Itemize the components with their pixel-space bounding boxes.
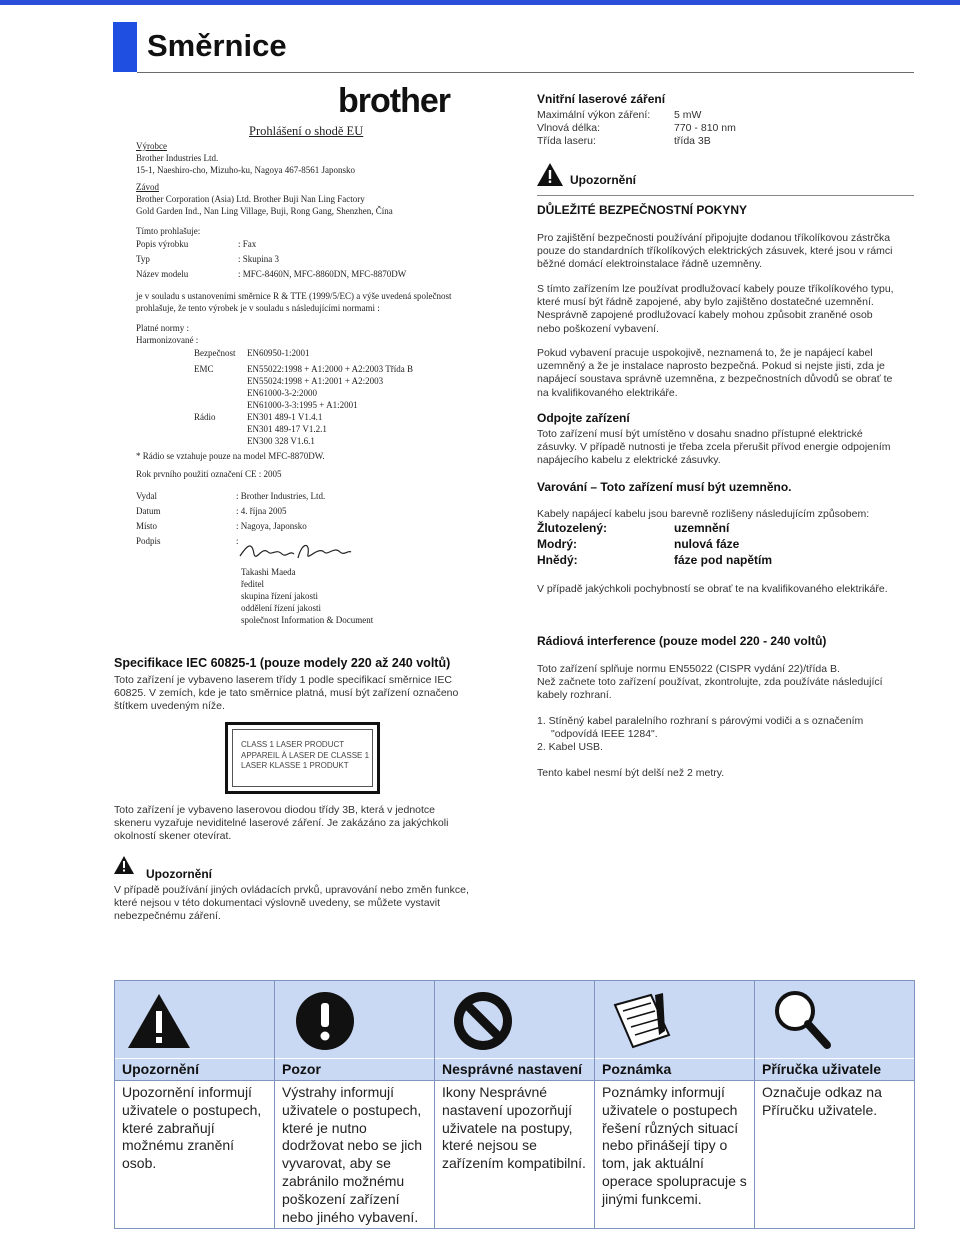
manufacturer-name: Brother Industries Ltd. — [136, 153, 219, 163]
grounding-warning-heading: Varování – Toto zařízení musí být uzemněno. — [537, 480, 792, 494]
cable-length-note: Tento kabel nesmí být delší než 2 metry. — [537, 767, 725, 779]
type-label: Typ — [136, 254, 150, 264]
grounding-line-2: uzemněný a že je instalace naprosto bezpečná. Pokud si nejste jisti, zda je — [537, 360, 885, 373]
warning-triangle-icon — [114, 856, 134, 874]
model-value: : MFC-8460N, MFC-8860DN, MFC-8870DW — [238, 269, 407, 279]
disconnect-line-2: zásuvky. V případě nutnosti je třeba zcela přerušit přívod energie odpojením — [537, 441, 891, 454]
cable-colors-intro: Kabely napájecí kabelu jsou barevně rozlišeny následujícím způsobem: — [537, 508, 870, 520]
safety-warning-heading: Upozornění — [570, 173, 636, 187]
warning-triangle-icon — [127, 993, 191, 1049]
signer-dept: oddělení řízení jakosti — [241, 603, 321, 613]
radio-item-1 — [537, 715, 915, 741]
diode-line-2: skeneru vyzařuje neviditelné laserové záření. Je zakázáno za jakýchkoli — [114, 817, 449, 830]
warning-triangle-icon — [537, 163, 563, 186]
radio-check-paragraph — [537, 676, 915, 702]
caution-line-3: nebezpečnému záření. — [114, 910, 221, 923]
issued-label: Vydal — [136, 491, 157, 501]
declaration-of-conformity — [110, 82, 510, 627]
legend-text-caution: Výstrahy informují uživatele o postupech, které je nutno dodržovat nebo se jich vyvarovat, aby se zabránilo možnému poškození zařízení nebo jiného vybavení. — [282, 1084, 423, 1225]
extension-line-3: Nesprávně zapojené prodlužovací kabely mohou způsobit zraněné osob — [537, 309, 873, 322]
emc-label: EMC — [194, 364, 214, 374]
legend-heading-users-guide: Příručka uživatele — [762, 1061, 882, 1077]
spec-heading: Specifikace IEC 60825-1 (pouze modely 220 až 240 voltů) — [114, 656, 451, 670]
grounding-line-4: na kvalifikovaného elektrikáře. — [537, 386, 678, 399]
disconnect-line-1: Toto zařízení musí být umístěno v dosahu snadno přístupné elektrické — [537, 428, 863, 440]
place-value: : Nagoya, Japonsko — [236, 521, 307, 531]
legend-text-note: Poznámky informují uživatele o postupech řešení různých situací nebo přinášejí tipy o tom, jak aktuální operace spolupracuje s jinými funkcemi. — [602, 1084, 747, 1207]
blue-label: Modrý: — [537, 537, 577, 551]
title-accent-block — [113, 22, 137, 72]
model-label: Název modelu — [136, 269, 189, 279]
grounding-line-3: napájecí soustava správně uzemněna, z bezpečnostních důvodů se obrať te — [537, 373, 893, 386]
spec-line-2: 60825. V zemích, kde je tato směrnice platná, musí být zařízení označeno — [114, 687, 459, 700]
disconnect-paragraph — [537, 428, 915, 468]
signer-role: ředitel — [241, 579, 264, 589]
declaration-title: Prohlášení o shodě EU — [249, 124, 364, 138]
diode-line-3: okolností skener otevírat. — [114, 830, 232, 843]
legend-col-caution — [275, 981, 435, 1228]
radio-label: Rádio — [194, 412, 216, 422]
radio-check-line-1: Než začnete toto zařízení používat, zkontrolujte, zda používáte následující — [537, 676, 883, 688]
grounding-paragraph — [537, 347, 915, 400]
top-accent-bar — [0, 0, 960, 5]
spec-line-1: Toto zařízení je vybaveno laserem třídy 1 podle specifikací směrnice IEC — [114, 674, 452, 686]
spec-line-3: štítkem uvedeným níže. — [114, 700, 225, 713]
safety-norm: EN60950-1:2001 — [247, 348, 310, 358]
radio-norm-3: EN300 328 V1.6.1 — [247, 436, 315, 446]
disconnect-heading: Odpojte zařízení — [537, 411, 630, 425]
declares-text: Tímto prohlašuje: — [136, 226, 201, 236]
manufacturer-label: Výrobce — [136, 141, 167, 151]
signer-company: společnost Information & Document — [241, 615, 374, 625]
laser-wave-label: Vlnová délka: — [537, 122, 601, 134]
laser-power-label: Maximální výkon záření: — [537, 109, 651, 121]
radio-norm-1: EN301 489-1 V1.4.1 — [247, 412, 323, 422]
legend-heading-improper: Nesprávné nastavení — [442, 1061, 583, 1077]
extension-line-2: které musí být řádně zapojené, aby bylo zajištěno dostatečné uzemnění. — [537, 296, 874, 309]
emc-norm-4: EN61000-3-3:1995 + A1:2001 — [247, 400, 358, 410]
icon-legend-table — [114, 980, 915, 1229]
blue-value: nulová fáze — [674, 537, 740, 551]
laser-class-value: třída 3B — [674, 135, 711, 147]
extension-paragraph — [537, 283, 915, 336]
radio-compliance: Toto zařízení splňuje normu EN55022 (CISPR vydání 22)/třída B. — [537, 663, 840, 675]
handwritten-signature — [238, 540, 353, 564]
grounding-line-1: Pokud vybavení pracuje uspokojivě, neznamená to, že je napájecí kabel — [537, 347, 873, 359]
date-value: : 4. října 2005 — [236, 506, 287, 516]
safety-label: Bezpečnost — [194, 348, 236, 358]
emc-norm-2: EN55024:1998 + A1:2001 + A2:2003 — [247, 376, 384, 386]
issued-value: : Brother Industries, Ltd. — [236, 491, 326, 501]
type-value: : Skupina 3 — [238, 254, 280, 264]
conformity-line-2: prohlašuje, že tento výrobek je v souladu s následujícími normami : — [136, 303, 380, 313]
diode-line-1: Toto zařízení je vybaveno laserovou diodou třídy 3B, která v jednotce — [114, 804, 436, 816]
legend-heading-caution: Pozor — [282, 1061, 321, 1077]
doubt-note: V případě jakýchkoli pochybností se obrať te na kvalifikovaného elektrikáře. — [537, 583, 888, 595]
radio-norm-2: EN301 489-17 V1.2.1 — [247, 424, 327, 434]
radio-note: * Rádio se vztahuje pouze na model MFC-8870DW. — [136, 451, 325, 461]
harmonized-label: Harmonizované : — [136, 335, 199, 345]
laser-wave-value: 770 - 810 nm — [674, 122, 736, 134]
brown-label: Hnědý: — [537, 553, 578, 567]
extension-line-1: S tímto zařízením lze používat prodlužovací kabely pouze tříkolíkového typu, — [537, 283, 894, 295]
laser-class-label-text: Třída laseru: — [537, 135, 596, 147]
caution-line-1: V případě používání jiných ovládacích prvků, upravování nebo změn funkce, — [114, 884, 469, 896]
signature-label: Podpis — [136, 536, 161, 546]
page-title: Směrnice — [147, 28, 287, 63]
diode-paragraph — [114, 804, 494, 844]
prohibited-icon — [453, 991, 513, 1051]
yellow-green-label: Žlutozelený: — [537, 521, 608, 535]
manufacturer-address: 15-1, Naeshiro-cho, Mizuho-ku, Nagoya 467-8561 Japonsko — [136, 165, 355, 175]
laser-heading: Vnitřní laserové záření — [537, 92, 666, 106]
emc-norm-3: EN61000-3-2:2000 — [247, 388, 317, 398]
plug-paragraph — [537, 232, 915, 272]
legend-text-improper: Ikony Nesprávné nastavení upozorňují uživatele na postupy, které nejsou se zařízením kompatibilní. — [442, 1084, 586, 1172]
safety-divider — [537, 195, 914, 196]
legend-text-users-guide: Označuje odkaz na Příručku uživatele. — [762, 1084, 882, 1118]
plug-line-1: Pro zajištění bezpečnosti používání připojujte dodanou tříkolíkovou zástrčka — [537, 232, 891, 244]
place-label: Místo — [136, 521, 158, 531]
legend-text-warning: Upozornění informují uživatele o postupech, které zabraňují možnému zranění osob. — [122, 1084, 262, 1172]
ce-first-year: Rok prvního použití označení CE : 2005 — [136, 469, 282, 479]
plant-name: Brother Corporation (Asia) Ltd. Brother Buji Nan Ling Factory — [136, 194, 365, 204]
caution-paragraph — [114, 884, 499, 924]
caution-line-2: které nejsou v této dokumentaci výslovně uvedeny, se můžete vystavit — [114, 897, 441, 910]
laser-label-line-3: LASER KLASSE 1 PRODUKT — [241, 761, 349, 770]
spec-paragraph — [114, 674, 494, 714]
note-pencil-icon — [611, 991, 673, 1053]
laser-class-label — [225, 722, 380, 794]
plug-line-2: pouze do standardních tříkolíkových elektrických zásuvek, které jsou v rámci — [537, 245, 893, 258]
radio-interference-heading: Rádiová interference (pouze model 220 - 240 voltů) — [537, 634, 827, 648]
legend-col-improper — [435, 981, 595, 1228]
laser-power-value: 5 mW — [674, 109, 702, 121]
legend-heading-note: Poznámka — [602, 1061, 672, 1077]
legend-col-note — [595, 981, 755, 1228]
extension-line-4: nebo poškození vybavení. — [537, 322, 660, 335]
radio-item-1-line-1: 1. Stíněný kabel paralelního rozhraní s párovými vodiči a s označením — [537, 715, 864, 727]
caution-heading: Upozornění — [146, 867, 212, 881]
date-label: Datum — [136, 506, 161, 516]
legend-col-warning — [115, 981, 275, 1228]
brother-logo: brother — [338, 82, 450, 120]
signer-group: skupina řízení jakosti — [241, 591, 318, 601]
disconnect-line-3: napájecího kabelu z elektrické zásuvky. — [537, 454, 721, 467]
conformity-line-1: je v souladu s ustanoveními směrnice R & TTE (1999/5/EC) a výše uvedená společnost — [136, 291, 452, 301]
plug-line-3: běžné domácí elektroinstalace řádně uzemněny. — [537, 258, 763, 271]
radio-item-2: 2. Kabel USB. — [537, 741, 603, 753]
title-divider — [137, 72, 914, 73]
signer-name: Takashi Maeda — [241, 567, 296, 577]
legend-col-users-guide — [755, 981, 915, 1228]
safety-instructions-heading: DŮLEŽITÉ BEZPEČNOSTNÍ POKYNY — [537, 203, 748, 217]
plant-address: Gold Garden Ind., Nan Ling Village, Buji, Rong Gang, Shenzhen, Čína — [136, 206, 393, 216]
plant-label: Závod — [136, 182, 159, 192]
product-desc-label: Popis výrobku — [136, 239, 189, 249]
exclamation-circle-icon — [295, 991, 355, 1051]
product-desc-value: : Fax — [238, 239, 257, 249]
emc-norm-1: EN55022:1998 + A1:2000 + A2:2003 Třída B — [247, 364, 413, 374]
radio-item-1-line-2: "odpovídá IEEE 1284". — [551, 728, 658, 741]
signature-colon: : — [236, 536, 239, 546]
brown-value: fáze pod napětím — [674, 553, 773, 567]
norms-label: Platné normy : — [136, 323, 189, 333]
magnifier-icon — [771, 989, 833, 1051]
radio-check-line-2: kabely rozhraní. — [537, 689, 612, 702]
laser-label-line-1: CLASS 1 LASER PRODUCT — [241, 740, 345, 749]
legend-heading-warning: Upozornění — [122, 1061, 199, 1077]
laser-label-line-2: APPAREIL À LASER DE CLASSE 1 — [241, 750, 370, 760]
yellow-green-value: uzemnění — [674, 521, 730, 535]
